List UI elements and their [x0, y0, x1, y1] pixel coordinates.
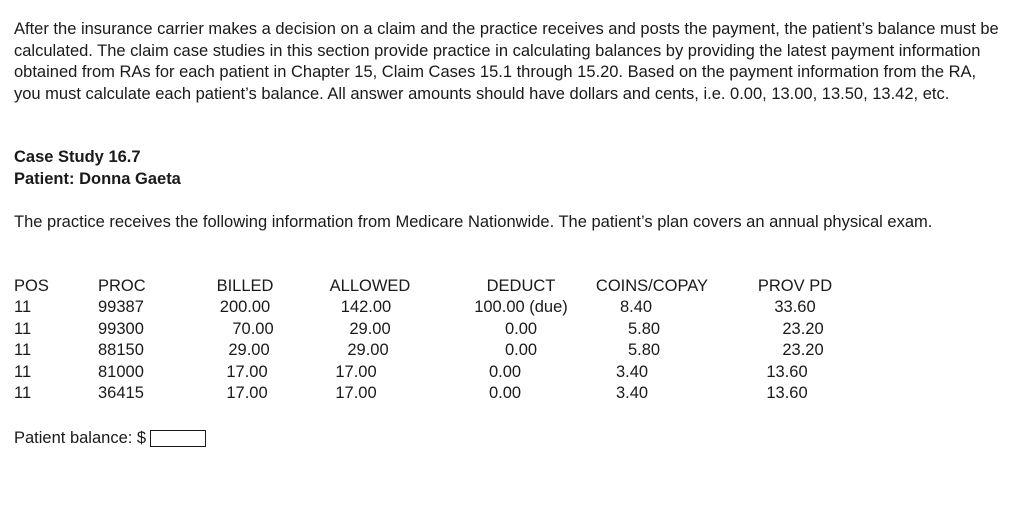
table-cell-coins-copay: 3.40: [615, 362, 649, 381]
table-cell-proc: 81000: [98, 362, 144, 381]
table-cell-allowed: 142.00: [340, 298, 392, 317]
table-cell-allowed: 17.00: [335, 362, 377, 381]
table-header-billed: BILLED: [216, 277, 274, 295]
table-cell-proc: 36415: [98, 384, 144, 402]
table-cell-pos: 11: [14, 384, 32, 402]
intro-paragraph: After the insurance carrier makes a decision on a claim and the practice receives and posts the payment, the patient’s balance must be calculated. The claim case studies in this section provide practice in calculating balances by providing the latest payment information obtained from RAs for each patient in Chapter 15, Claim Cases 15.1 through 15.20. Based on the payment information from the RA, you must calculate each patient’s balance. All answer amounts should have dollars and cents, i.e. 0.00, 13.00, 13.50, 13.42, etc.: [14, 20, 999, 103]
table-cell-coins-copay: 3.40: [615, 384, 649, 402]
table-header-deduct: DEDUCT: [486, 277, 556, 295]
table-cell-prov-pd: 13.60: [766, 362, 808, 381]
table-header-proc: PROC: [98, 277, 146, 295]
table-header-prov-pd: PROV PD: [757, 277, 833, 295]
patient-balance-label: Patient balance: $: [14, 429, 147, 447]
table-cell-prov-pd: 13.60: [766, 384, 808, 402]
table-header-pos: POS: [14, 277, 49, 295]
table-cell-prov-pd: 33.60: [774, 298, 816, 317]
table-cell-allowed: 17.00: [335, 384, 377, 402]
table-cell-deduct: 0.00: [488, 362, 522, 381]
table-cell-coins-copay: 5.80: [627, 319, 661, 338]
table-cell-prov-pd: 23.20: [782, 341, 824, 360]
table-cell-pos: 11: [14, 319, 32, 338]
table-cell-billed: 70.00: [232, 319, 274, 338]
table-cell-proc: 88150: [98, 341, 144, 360]
table-cell-allowed: 29.00: [349, 319, 391, 338]
table-cell-pos: 11: [14, 298, 32, 317]
table-cell-allowed: 29.00: [347, 341, 389, 360]
context-paragraph: The practice receives the following information from Medicare Nationwide. The patient’s plan covers an annual physical exam.: [14, 213, 933, 231]
table-cell-coins-copay: 8.40: [619, 298, 653, 317]
table-cell-prov-pd: 23.20: [782, 319, 824, 338]
table-cell-billed: 17.00: [226, 362, 268, 381]
table-cell-coins-copay: 5.80: [627, 341, 661, 360]
patient-name: Patient: Donna Gaeta: [14, 170, 181, 188]
table-cell-proc: 99300: [98, 319, 144, 338]
table-header-coins-copay: COINS/COPAY: [595, 277, 709, 295]
table-cell-billed: 17.00: [226, 384, 268, 402]
patient-balance-row: [14, 427, 206, 449]
table-cell-billed: 200.00: [219, 298, 271, 317]
table-cell-deduct: 100.00 (due): [474, 298, 568, 317]
remittance-table: [14, 276, 914, 406]
table-cell-deduct: 0.00: [504, 341, 538, 360]
table-cell-pos: 11: [14, 341, 32, 360]
case-study-title: Case Study 16.7: [14, 148, 141, 166]
table-cell-proc: 99387: [98, 298, 144, 317]
table-cell-pos: 11: [14, 362, 32, 381]
table-cell-deduct: 0.00: [488, 384, 522, 402]
table-cell-billed: 29.00: [228, 341, 270, 360]
table-header-allowed: ALLOWED: [329, 277, 411, 295]
patient-balance-input[interactable]: [150, 430, 206, 447]
table-cell-deduct: 0.00: [504, 319, 538, 338]
